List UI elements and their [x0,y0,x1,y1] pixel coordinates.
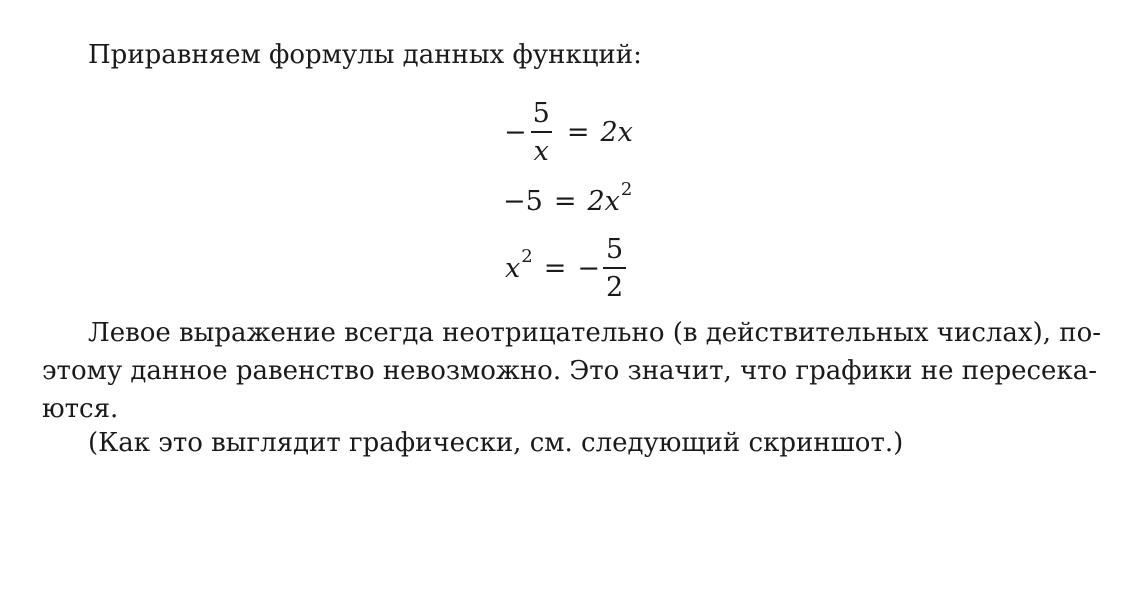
eq1-numerator: 5 [532,98,550,129]
equation-3 [505,236,629,301]
eq1-fraction [530,100,553,165]
eq2-rhs-exponent: 2 [620,179,633,200]
equation-1 [504,100,633,165]
eq1-denominator: x [531,131,552,165]
eq3-lhs: x [505,253,521,284]
eq3-equals: = [543,253,567,284]
eq3-fraction [603,236,626,301]
eq1-rhs: 2x [600,117,633,148]
equation-2 [503,179,633,217]
intro-line: Приравняем формулы данных функций: [88,40,642,70]
eq2-lhs: −5 [503,186,543,217]
eq1-minus: − [504,117,527,148]
paragraph-1-line-2: этому данное равенство невозможно. Это значит, что графики не пересека- [42,356,1097,386]
eq2-rhs: 2x [587,186,620,217]
eq3-numerator: 5 [605,234,624,265]
paragraph-2: (Как это выглядит графически, см. следующий скриншот.) [88,428,904,458]
eq3-minus: − [577,253,600,284]
eq3-denominator: 2 [603,267,626,301]
paragraph-1-line-1: Левое выражение всегда неотрицательно (в действительных числах), по- [88,318,1102,348]
eq2-equals: = [553,186,577,217]
paragraph-1-line-3: ются. [42,394,119,424]
eq3-lhs-exponent: 2 [521,246,533,267]
eq1-equals: = [566,117,590,148]
